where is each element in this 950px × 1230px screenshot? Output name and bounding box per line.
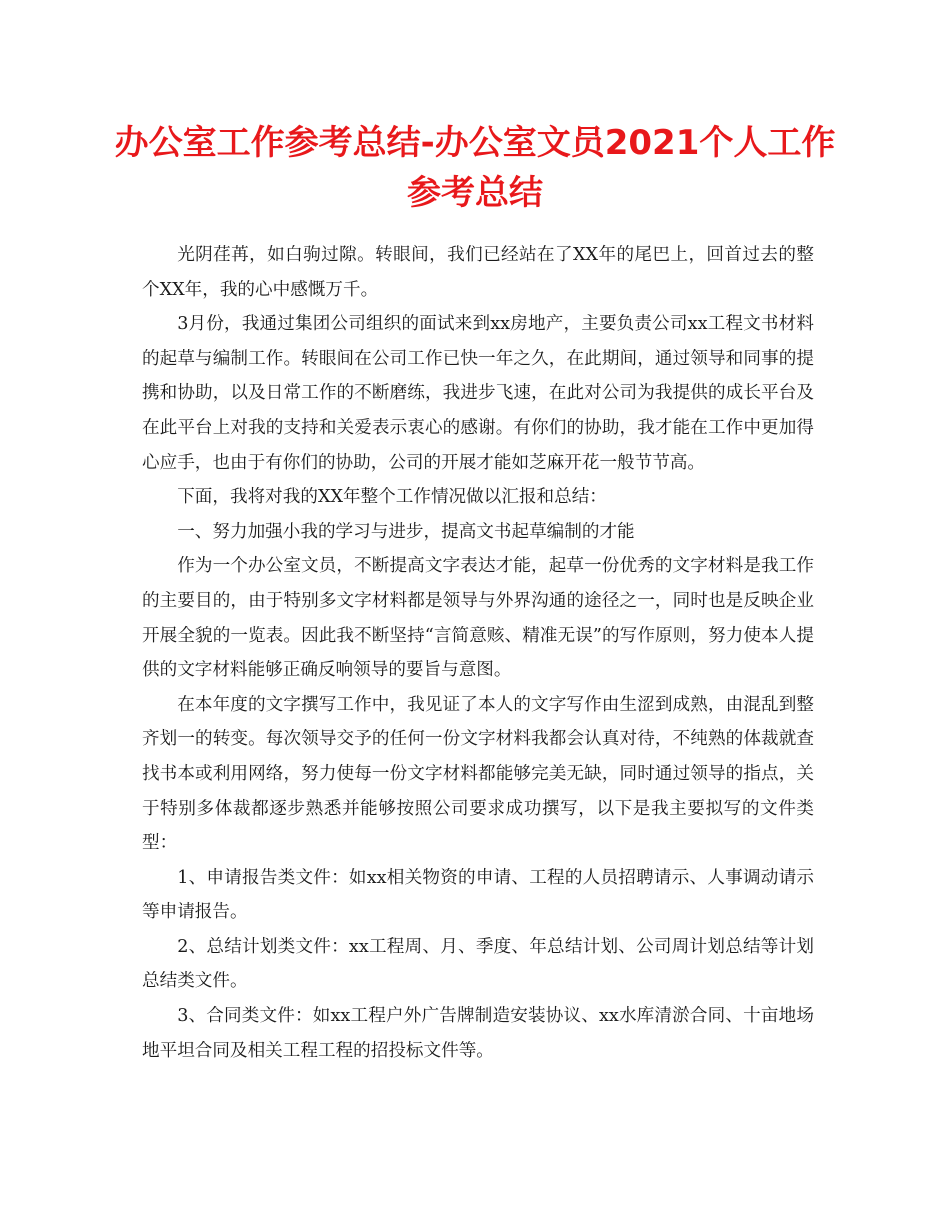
- list-item: 3、合同类文件：如xx工程户外广告牌制造安装协议、xx水库清淤合同、十亩地场地平坦合同及相关工程工程的招投标文件等。: [142, 1006, 814, 1061]
- list-item: 1、申请报告类文件：如xx相关物资的申请、工程的人员招聘请示、人事调动请示等申请报告。: [142, 867, 814, 923]
- document-body: [142, 238, 814, 1068]
- paragraph: 在本年度的文字撰写工作中，我见证了本人的文字写作由生涩到成熟，由混乱到整齐划一的转变。每次领导交予的任何一份文字材料我都会认真对待，不纯熟的体裁就查找书本或利用网络，努力使每一份文字材料都能够完美无缺，同时通过领导的指点，关于特别多体裁都逐步熟悉并能够按照公司要求成功撰写，以下是我主要拟写的文件类型：: [142, 694, 814, 854]
- document-title: 办公室工作参考总结-办公室文员2021个人工作参考总结: [114, 123, 836, 213]
- paragraph: 3月份，我通过集团公司组织的面试来到xx房地产，主要负责公司xx工程文书材料的起草与编制工作。转眼间在公司工作已快一年之久，在此期间，通过领导和同事的提携和协助，以及日常工作的不断磨练，我进步飞速，在此对公司为我提供的成长平台及在此平台上对我的支持和关爱表示衷心的感谢。有你们的协助，我才能在工作中更加得心应手，也由于有你们的协助，公司的开展才能如芝麻开花一般节节高。: [142, 314, 814, 473]
- section-heading: 一、努力加强小我的学习与进步，提高文书起草编制的才能: [177, 521, 635, 542]
- paragraph: 作为一个办公室文员，不断提高文字表达才能，起草一份优秀的文字材料是我工作的主要目的，由于特别多文字材料都是领导与外界沟通的途径之一，同时也是反映企业开展全貌的一览表。因此我不断坚持“言简意赅、精准无误”的写作原则，努力使本人提供的文字材料能够正确反响领导的要旨与意图。: [142, 556, 814, 681]
- paragraph: 光阴荏苒，如白驹过隙。转眼间，我们已经站在了XX年的尾巴上，回首过去的整个XX年，我的心中感慨万千。: [142, 245, 814, 300]
- list-item: 2、总结计划类文件：xx工程周、月、季度、年总结计划、公司周计划总结等计划总结类文件。: [142, 936, 814, 992]
- paragraph: 下面，我将对我的XX年整个工作情况做以汇报和总结：: [177, 487, 607, 508]
